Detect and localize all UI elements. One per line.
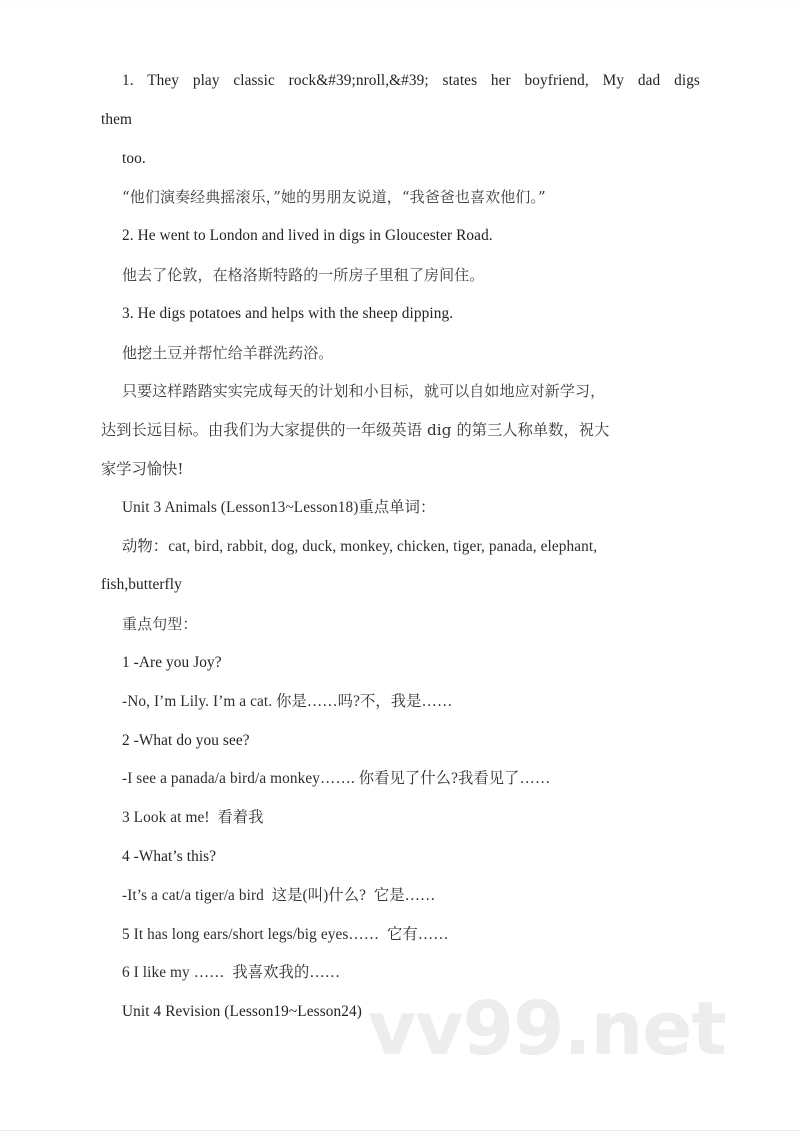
text-line-pattern-1-a: -No, I’m Lily. I’m a cat. 你是……吗?不，我是……: [122, 692, 453, 710]
text-line-ex2-zh: 他去了伦敦，在格洛斯特路的一所房子里租了房间住。: [122, 265, 485, 284]
text-line-pattern-1-q: 1 -Are you Joy?: [122, 653, 222, 671]
text-line-pattern-6: 6 I like my …… 我喜欢我的……: [122, 964, 341, 982]
text-line-ex3-en: 3. He digs potatoes and helps with the sheep dipping.: [122, 304, 454, 322]
text-line-pattern-3: 3 Look at me! 看着我: [122, 809, 264, 827]
text-line-ex1-en-cont: them: [101, 110, 132, 128]
text-line-pattern-2-a: -I see a panada/a bird/a monkey……. 你看见了什么?我看见了……: [122, 770, 551, 788]
text-line-pattern-5: 5 It has long ears/short legs/big eyes…… 它有……: [122, 925, 449, 943]
text-line-pattern-4-a: -It’s a cat/a tiger/a bird 这是(叫)什么? 它是……: [122, 886, 436, 904]
text-line-pattern-2-q: 2 -What do you see?: [122, 731, 250, 749]
text-line-unit3-title: Unit 3 Animals (Lesson13~Lesson18)重点单词：: [122, 498, 436, 516]
text-line-ex3-zh: 他挖土豆并帮忙给羊群洗药浴。: [122, 343, 334, 362]
text-line-closing-3: 家学习愉快!: [101, 459, 184, 478]
text-line-ex1-en-cont2: too.: [122, 149, 146, 167]
text-line-unit3-words-2: fish,butterfly: [101, 576, 182, 594]
site-watermark: vv99.net: [368, 986, 726, 1072]
document-body: [101, 62, 700, 1032]
text-line-ex2-en: 2. He went to London and lived in digs in Gloucester Road.: [122, 227, 493, 245]
text-line-closing-2: 达到长远目标。由我们为大家提供的一年级英语 dig 的第三人称单数，祝大: [101, 421, 610, 440]
text-line-unit4-title: Unit 4 Revision (Lesson19~Lesson24): [122, 1003, 362, 1021]
text-line-unit3-words-1: 动物：cat, bird, rabbit, dog, duck, monkey, chicken, tiger, panada, elephant,: [122, 537, 598, 555]
text-line-pattern-4-q: 4 -What’s this?: [122, 847, 217, 865]
text-line-ex1-zh: “他们演奏经典摇滚乐，”她的男朋友说道，“我爸爸也喜欢他们。”: [122, 188, 546, 207]
text-line-unit3-pattern-head: 重点句型：: [122, 615, 198, 634]
text-line-ex1-en: 1. They play classic rock&#39;nroll,&#39; states her boyfriend, My dad digs: [122, 72, 700, 89]
text-line-closing-1: 只要这样踏踏实实完成每天的计划和小目标，就可以自如地应对新学习，: [122, 382, 606, 401]
